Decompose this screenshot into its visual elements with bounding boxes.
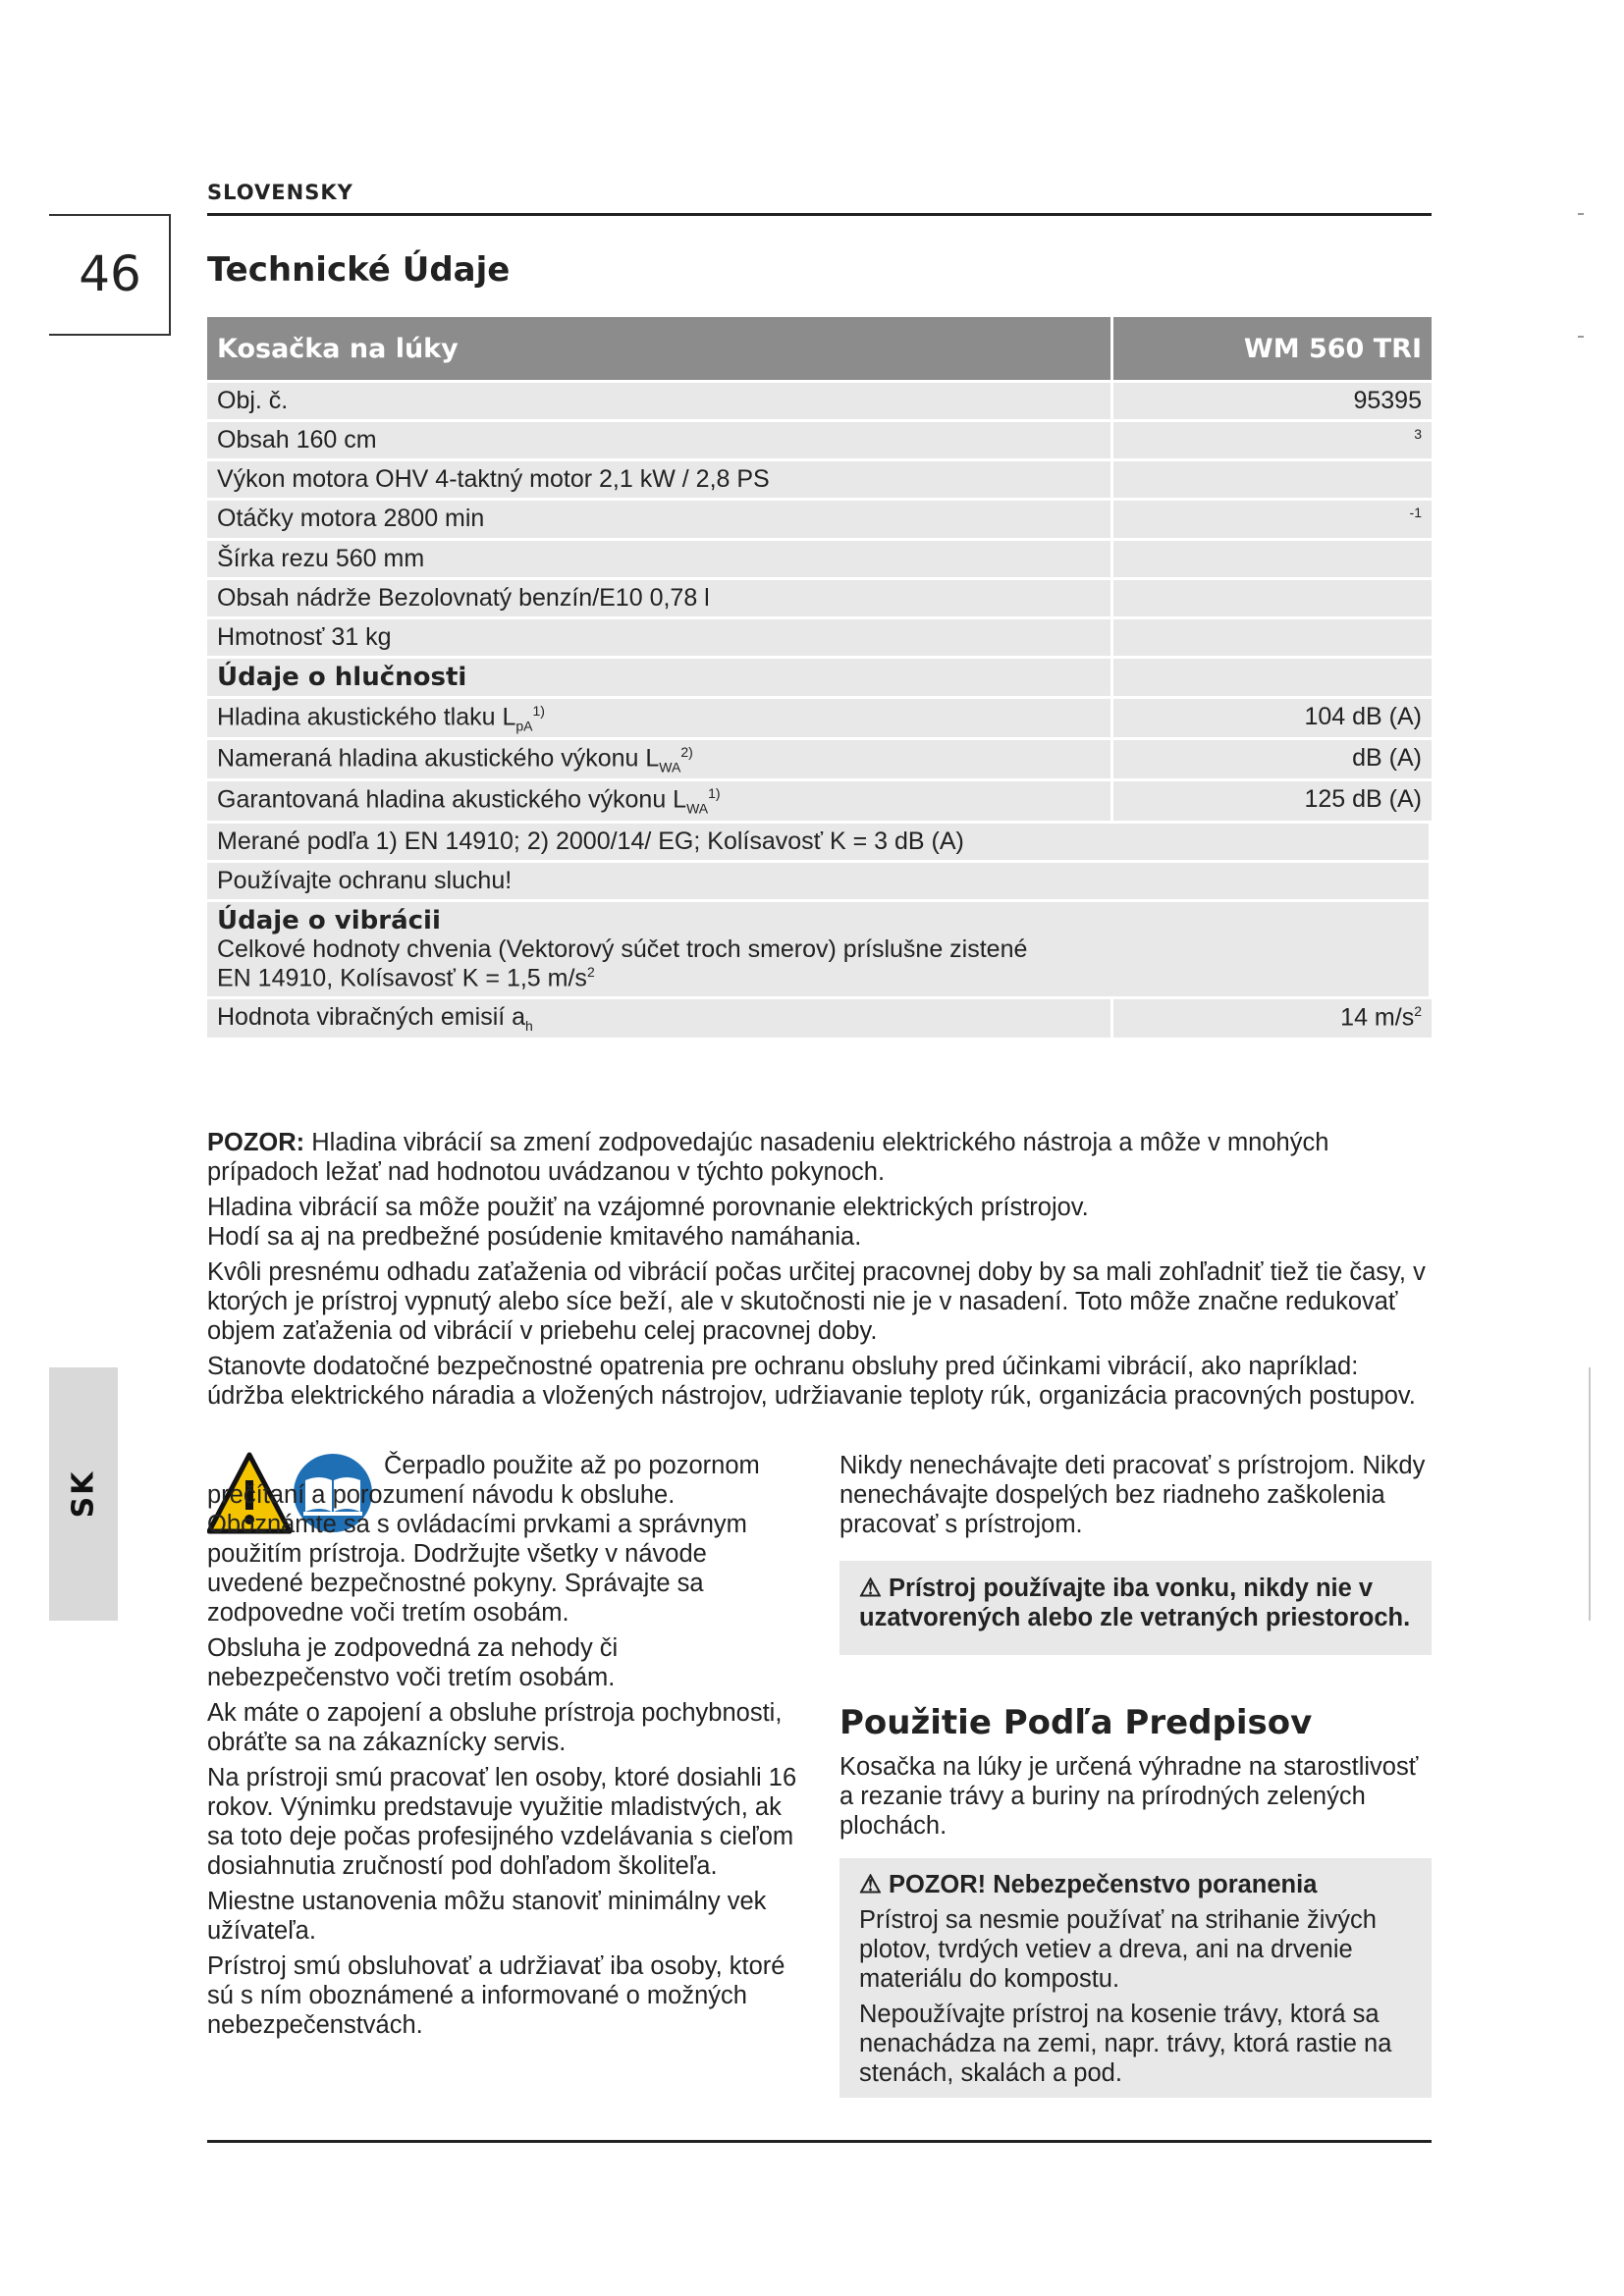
- left-p6: Prístroj smú obsluhovať a udržiavať iba osoby, ktoré sú s ním oboznámené a informované o možných nebezpečenstvách.: [207, 1952, 785, 2039]
- table-row: [207, 580, 1432, 616]
- caution-label: POZOR:: [207, 1129, 305, 1156]
- edge-line: [1589, 1367, 1591, 1621]
- row-value: [1113, 501, 1432, 537]
- row-label: Obsah nádrže Bezolovnatý benzín/E10 0,78 l: [207, 580, 1113, 616]
- table-row: [207, 541, 1432, 577]
- injury-warning-title-text: POZOR! Nebezpečenstvo poranenia: [888, 1871, 1318, 1898]
- caution-p5: Stanovte dodatočné bezpečnostné opatrenia pre ochranu obsluhy pred účinkami vibrácií, ako napríklad: údržba elektrického náradia a vložených nástrojov, udržiavanie teploty rúk, organizácia pracovných postupov.: [207, 1353, 1416, 1410]
- table-row: [207, 422, 1432, 458]
- table-row: [207, 501, 1432, 537]
- lwa-measured-sup: 2): [680, 743, 693, 760]
- caution-p1: [207, 1128, 1435, 1187]
- table-row: [207, 902, 1432, 996]
- injury-warning-p2: Nepoužívajte prístroj na kosenie trávy, ktorá sa nenachádza na zemi, napr. trávy, ktorá rastie na stenách, skalách a pod.: [859, 2001, 1392, 2087]
- language-label: SLOVENSKY: [207, 181, 353, 204]
- row-value: dB (A): [1113, 740, 1432, 778]
- vibration-desc-sup: 2: [586, 963, 595, 980]
- row-value: [1113, 461, 1432, 498]
- table-row: [207, 699, 1432, 737]
- table-header-product: Kosačka na lúky: [207, 317, 1113, 380]
- lwa-measured-sub: WA: [659, 759, 681, 775]
- row-value-sup: 3: [1414, 426, 1422, 442]
- vib-emission-label: Hodnota vibračných emisií a: [217, 1002, 526, 1031]
- caution-p2: Hladina vibrácií sa môže použiť na vzájomné porovnanie elektrických prístrojov.: [207, 1194, 1089, 1221]
- right-p1: Nikdy nenechávajte deti pracovať s prístrojom. Nikdy nenechávajte dospelých bez riadneho zaškolenia pracovať s prístrojom.: [839, 1452, 1426, 1538]
- table-row: [207, 824, 1432, 860]
- table-row: [207, 461, 1432, 498]
- table-row: [207, 383, 1432, 419]
- row-label: [207, 999, 1113, 1038]
- vibration-block: [207, 902, 1432, 996]
- row-value: [1113, 541, 1432, 577]
- caution-p3: Hodí sa aj na predbežné posúdenie kmitavého namáhania.: [207, 1223, 862, 1251]
- table-header-row: [207, 317, 1432, 380]
- table-subheader-row: [207, 659, 1432, 696]
- page-number: 46: [79, 245, 141, 302]
- table-row: [207, 781, 1432, 820]
- noise-section-title: Údaje o hlučnosti: [207, 659, 1113, 696]
- row-value: [1113, 422, 1432, 458]
- row-label: [207, 740, 1113, 778]
- lpa-label: Hladina akustického tlaku L: [217, 702, 516, 730]
- injury-warning-title: [859, 1870, 1412, 1899]
- injury-warning-p1: Prístroj sa nesmie používať na strihanie živých plotov, tvrdých vetiev a dreva, ani na drvenie materiálu do kompostu.: [859, 1906, 1377, 1993]
- vibration-desc-text: EN 14910, Kolísavosť K = 1,5 m/s: [217, 963, 587, 991]
- vib-emission-value: 14 m/s: [1340, 1003, 1415, 1032]
- row-label: Výkon motora OHV 4-taktný motor 2,1 kW / 2,8 PS: [207, 461, 1113, 498]
- side-tab-label: SK: [66, 1469, 101, 1519]
- technical-data-table: [207, 314, 1432, 1041]
- row-label: [207, 699, 1113, 737]
- left-p5: Miestne ustanovenia môžu stanoviť minimálny vek užívateľa.: [207, 1888, 767, 1945]
- left-p2: Obsluha je zodpovedná za nehody či nebezpečenstvo voči tretím osobám.: [207, 1634, 619, 1691]
- outdoor-notice-text: [859, 1574, 1412, 1632]
- row-label: Otáčky motora 2800 min: [207, 501, 1113, 537]
- intended-use-heading: Použitie Podľa Predpisov: [839, 1703, 1313, 1742]
- caution-p4: Kvôli presnému odhadu zaťaženia od vibrácií počas určitej pracovnej doby by sa mali zohľadniť tiež tie časy, v ktorých je prístroj vypnutý alebo síce beží, ale v skutočnosti nie je v nasadení. Toto môže značne redukovať objem zaťaženia od vibrácií v priebehu celej pracovnej doby.: [207, 1258, 1426, 1345]
- left-column: [207, 1451, 801, 2046]
- measured-note: Merané podľa 1) EN 14910; 2) 2000/14/ EG; Kolísavosť K = 3 dB (A): [207, 824, 1432, 860]
- row-label: Obj. č.: [207, 383, 1113, 419]
- warning-small-icon: ⚠: [859, 1871, 882, 1898]
- language-side-tab: [49, 1367, 118, 1621]
- left-p3: Ak máte o zapojení a obsluhe prístroja pochybnosti, obráťte sa na zákaznícky servis.: [207, 1699, 783, 1756]
- lpa-sub: pA: [515, 717, 533, 733]
- crop-mark: [1578, 213, 1584, 215]
- row-value: [1113, 659, 1432, 696]
- injury-warning-box: [839, 1858, 1432, 2098]
- lwa-guaranteed-sup: 1): [708, 785, 721, 802]
- section-title: Technické Údaje: [207, 250, 511, 290]
- outdoor-use-notice: [839, 1561, 1432, 1655]
- hearing-protection-note: Používajte ochranu sluchu!: [207, 863, 1432, 899]
- table-row: [207, 863, 1432, 899]
- row-label: [207, 781, 1113, 820]
- row-value: [1113, 580, 1432, 616]
- bottom-divider: [207, 2140, 1432, 2143]
- table-row: [207, 999, 1432, 1038]
- right-column-intro: [839, 1451, 1429, 1545]
- row-value: 125 dB (A): [1113, 781, 1432, 820]
- intended-use-text: [839, 1752, 1429, 1846]
- row-value: [1113, 619, 1432, 656]
- caution-p1-text: Hladina vibrácií sa zmení zodpovedajúc nasadeniu elektrického nástroja a môže v mnohých prípadoch ležať nad hodnotou uvádzanou v týchto pokynoch.: [207, 1129, 1329, 1186]
- row-value: 104 dB (A): [1113, 699, 1432, 737]
- lwa-measured-label: Nameraná hladina akustického výkonu L: [217, 744, 660, 773]
- lpa-sup: 1): [532, 702, 545, 719]
- crop-mark: [1578, 336, 1584, 338]
- outdoor-notice-body: Prístroj používajte iba vonku, nikdy nie v uzatvorených alebo zle vetraných priestoroch.: [859, 1575, 1411, 1631]
- table-row: [207, 619, 1432, 656]
- row-value: 95395: [1113, 383, 1432, 419]
- table-header-model: WM 560 TRI: [1113, 317, 1432, 380]
- lwa-guaranteed-sub: WA: [686, 800, 709, 817]
- left-p4: Na prístroji smú pracovať len osoby, ktoré dosiahli 16 rokov. Výnimku predstavuje využitie mladistvých, ak sa toto deje počas profesijného vzdelávania s cieľom dosiahnutia zručností pod dohľadom školiteľa.: [207, 1764, 797, 1880]
- vibration-section-title: Údaje o vibrácii: [217, 905, 441, 935]
- top-divider: [207, 213, 1432, 216]
- left-p1: Čerpadlo použite až po pozornom prečítaní a porozumení návodu k obsluhe. Oboznámte sa s ovládacími prvkami a správnym použitím prístroja. Dodržujte všetky v návode uvedené bezpečnostné pokyny. Správajte sa zodpovedne voči tretím osobám.: [207, 1452, 760, 1627]
- vibration-desc-line2: [217, 964, 1419, 992]
- warning-small-icon: ⚠: [859, 1575, 882, 1602]
- vib-emission-sub: h: [525, 1017, 533, 1034]
- row-label: Šírka rezu 560 mm: [207, 541, 1113, 577]
- lwa-guaranteed-label: Garantovaná hladina akustického výkonu L: [217, 785, 687, 814]
- row-value: [1113, 999, 1432, 1038]
- vibration-desc-line1: Celkové hodnoty chvenia (Vektorový súčet troch smerov) príslušne zistené: [217, 934, 1028, 963]
- caution-paragraphs: [207, 1128, 1435, 1416]
- vib-emission-sup: 2: [1414, 1002, 1422, 1019]
- row-label: Obsah 160 cm: [207, 422, 1113, 458]
- right-p2: Kosačka na lúky je určená výhradne na starostlivosť a rezanie trávy a buriny na prírodných zelených plochách.: [839, 1753, 1419, 1840]
- row-label: Hmotnosť 31 kg: [207, 619, 1113, 656]
- row-value-sup: -1: [1409, 505, 1422, 521]
- table-row: [207, 740, 1432, 778]
